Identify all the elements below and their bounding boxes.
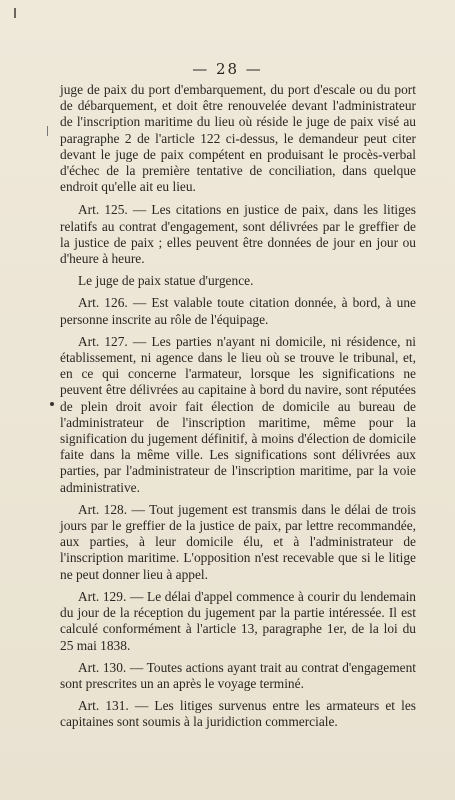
urgency-note: Le juge de paix statue d'urgence. (78, 273, 254, 289)
paragraph-continuation: juge de paix du port d'embarquement, du port d'escale ou du port de débarquement, et doit être renouvelée devant l'administrateur de l'inscription maritime du lieu où réside le juge de paix visé au paragraphe 2 de l'article 122 ci-dessus, le demandeur peut citer devant le juge de paix compétent en produisant le procès-verbal d'échec de la première tentative de conciliation, dans quelque endroit qu'elle ait eu lieu. (60, 82, 416, 195)
article-126: Art. 126. — Est valable toute citation donnée, à bord, à une personne inscrite au rôle de l'équipage. (60, 295, 416, 327)
article-128: Art. 128. — Tout jugement est transmis dans le délai de trois jours par le greffier de la justice de paix, par lettre recommandée, aux parties, à leur domicile élu, et à l'administrateur de l'inscription maritime. L'opposition n'est recevable que si le litige ne peut donner lieu à appel. (60, 501, 416, 582)
article-130: Art. 130. — Toutes actions ayant trait au contrat d'engagement sont prescrites un an après le voyage terminé. (60, 659, 416, 691)
body-text (60, 82, 416, 737)
article-131: Art. 131. — Les litiges survenus entre les armateurs et les capitaines sont soumis à la juridiction commerciale. (60, 698, 416, 730)
margin-tick (47, 126, 48, 136)
margin-dot (50, 402, 54, 406)
margin-mark (14, 8, 16, 18)
page-number: — 28 — (192, 60, 263, 78)
article-125: Art. 125. — Les citations en justice de paix, dans les litiges relatifs au contrat d'engagement, sont délivrées par le greffier de la justice de paix ; elles peuvent être données de jour en jour ou d'heure à heure. (60, 202, 416, 267)
article-129: Art. 129. — Le délai d'appel commence à courir du lendemain du jour de la réception du jugement par la partie intéressée. Il est calculé conformément à l'article 13, paragraphe 1er, de la loi du 25 mai 1838. (60, 588, 416, 653)
article-127: Art. 127. — Les parties n'ayant ni domicile, ni résidence, ni établissement, ni agence dans le lieu où se trouve le tribunal, et, en ce qui concerne l'armateur, lorsque les significations ne peuvent être délivrées au capitaine à bord du navire, sont réputées de plein droit avoir fait élection de domicile au bureau de l'administrateur de l'inscription maritime, même pour la signification du jugement définitif, à moins d'élection de domicile faite dans la même ville. Les significations sont délivrées aux parties, par l'administrateur de l'inscription maritime, par la voie administrative. (60, 333, 416, 495)
